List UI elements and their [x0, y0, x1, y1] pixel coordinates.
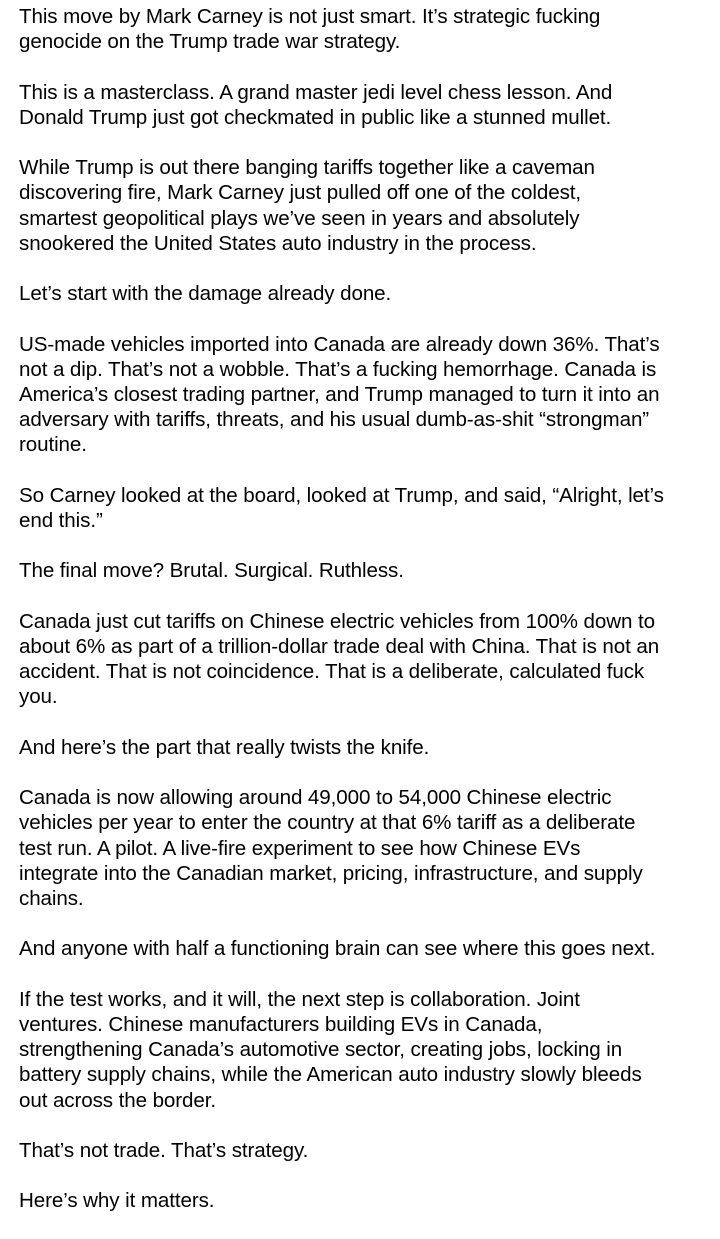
- text-line: Donald Trump just got checkmated in public like a stunned mullet.: [19, 105, 612, 129]
- text-line: Here’s why it matters.: [19, 1189, 215, 1213]
- text-line: While Trump is out there banging tariffs together like a caveman: [19, 156, 595, 180]
- paragraph: [19, 609, 714, 710]
- text-line: not a dip. That’s not a wobble. That’s a fucking hemorrhage. Canada is: [19, 357, 657, 381]
- text-line: ventures. Chinese manufacturers building EVs in Canada,: [19, 1012, 543, 1036]
- text-line: you.: [19, 685, 58, 709]
- text-line: routine.: [19, 433, 87, 457]
- text-line: about 6% as part of a trillion-dollar trade deal with China. That is not an: [19, 634, 660, 658]
- text-line: accident. That is not coincidence. That is a deliberate, calculated fuck: [19, 660, 645, 684]
- text-line: strengthening Canada’s automotive sector, creating jobs, locking in: [19, 1038, 623, 1062]
- paragraph: [19, 936, 714, 961]
- text-line: vehicles per year to enter the country at that 6% tariff as a deliberate: [19, 811, 636, 835]
- text-line: adversary with tariffs, threats, and his usual dumb-as-shit “strongman”: [19, 408, 650, 432]
- paragraph: [19, 785, 714, 911]
- text-line: Canada is now allowing around 49,000 to 54,000 Chinese electric: [19, 786, 612, 810]
- text-line: And here’s the part that really twists the knife.: [19, 735, 430, 759]
- text-line: battery supply chains, while the American auto industry slowly bleeds: [19, 1063, 642, 1087]
- text-line: Let’s start with the damage already done.: [19, 282, 392, 306]
- paragraph: [19, 4, 714, 54]
- text-line: This is a masterclass. A grand master jedi level chess lesson. And: [19, 80, 613, 104]
- text-line: So Carney looked at the board, looked at Trump, and said, “Alright, let’s: [19, 483, 664, 507]
- text-line: If the test works, and it will, the next step is collaboration. Joint: [19, 987, 580, 1011]
- paragraph: [19, 281, 714, 306]
- text-line: end this.”: [19, 508, 103, 532]
- text-line: The final move? Brutal. Surgical. Ruthless.: [19, 559, 404, 583]
- paragraph: [19, 987, 714, 1113]
- paragraph: [19, 558, 714, 583]
- text-line: out across the border.: [19, 1088, 216, 1112]
- text-line: test run. A pilot. A live-fire experiment to see how Chinese EVs: [19, 836, 581, 860]
- post-body: [19, 4, 714, 1239]
- text-line: US-made vehicles imported into Canada are already down 36%. That’s: [19, 332, 660, 356]
- text-line: chains.: [19, 886, 84, 910]
- paragraph: [19, 155, 714, 256]
- text-line: discovering fire, Mark Carney just pulled off one of the coldest,: [19, 181, 582, 205]
- paragraph: [19, 483, 714, 533]
- text-line: That’s not trade. That’s strategy.: [19, 1138, 309, 1162]
- text-line: This move by Mark Carney is not just smart. It’s strategic fucking: [19, 5, 601, 28]
- text-line: integrate into the Canadian market, pricing, infrastructure, and supply: [19, 861, 643, 885]
- text-line: America’s closest trading partner, and Trump managed to turn it into an: [19, 382, 660, 406]
- paragraph: [19, 1188, 714, 1213]
- paragraph: [19, 80, 714, 130]
- paragraph: [19, 1138, 714, 1163]
- text-line: genocide on the Trump trade war strategy.: [19, 30, 401, 54]
- text-line: And anyone with half a functioning brain can see where this goes next.: [19, 937, 656, 961]
- text-line: snookered the United States auto industry in the process.: [19, 231, 537, 255]
- text-line: smartest geopolitical plays we’ve seen in years and absolutely: [19, 206, 580, 230]
- paragraph: [19, 332, 714, 458]
- text-line: Canada just cut tariffs on Chinese electric vehicles from 100% down to: [19, 609, 655, 633]
- paragraph: [19, 735, 714, 760]
